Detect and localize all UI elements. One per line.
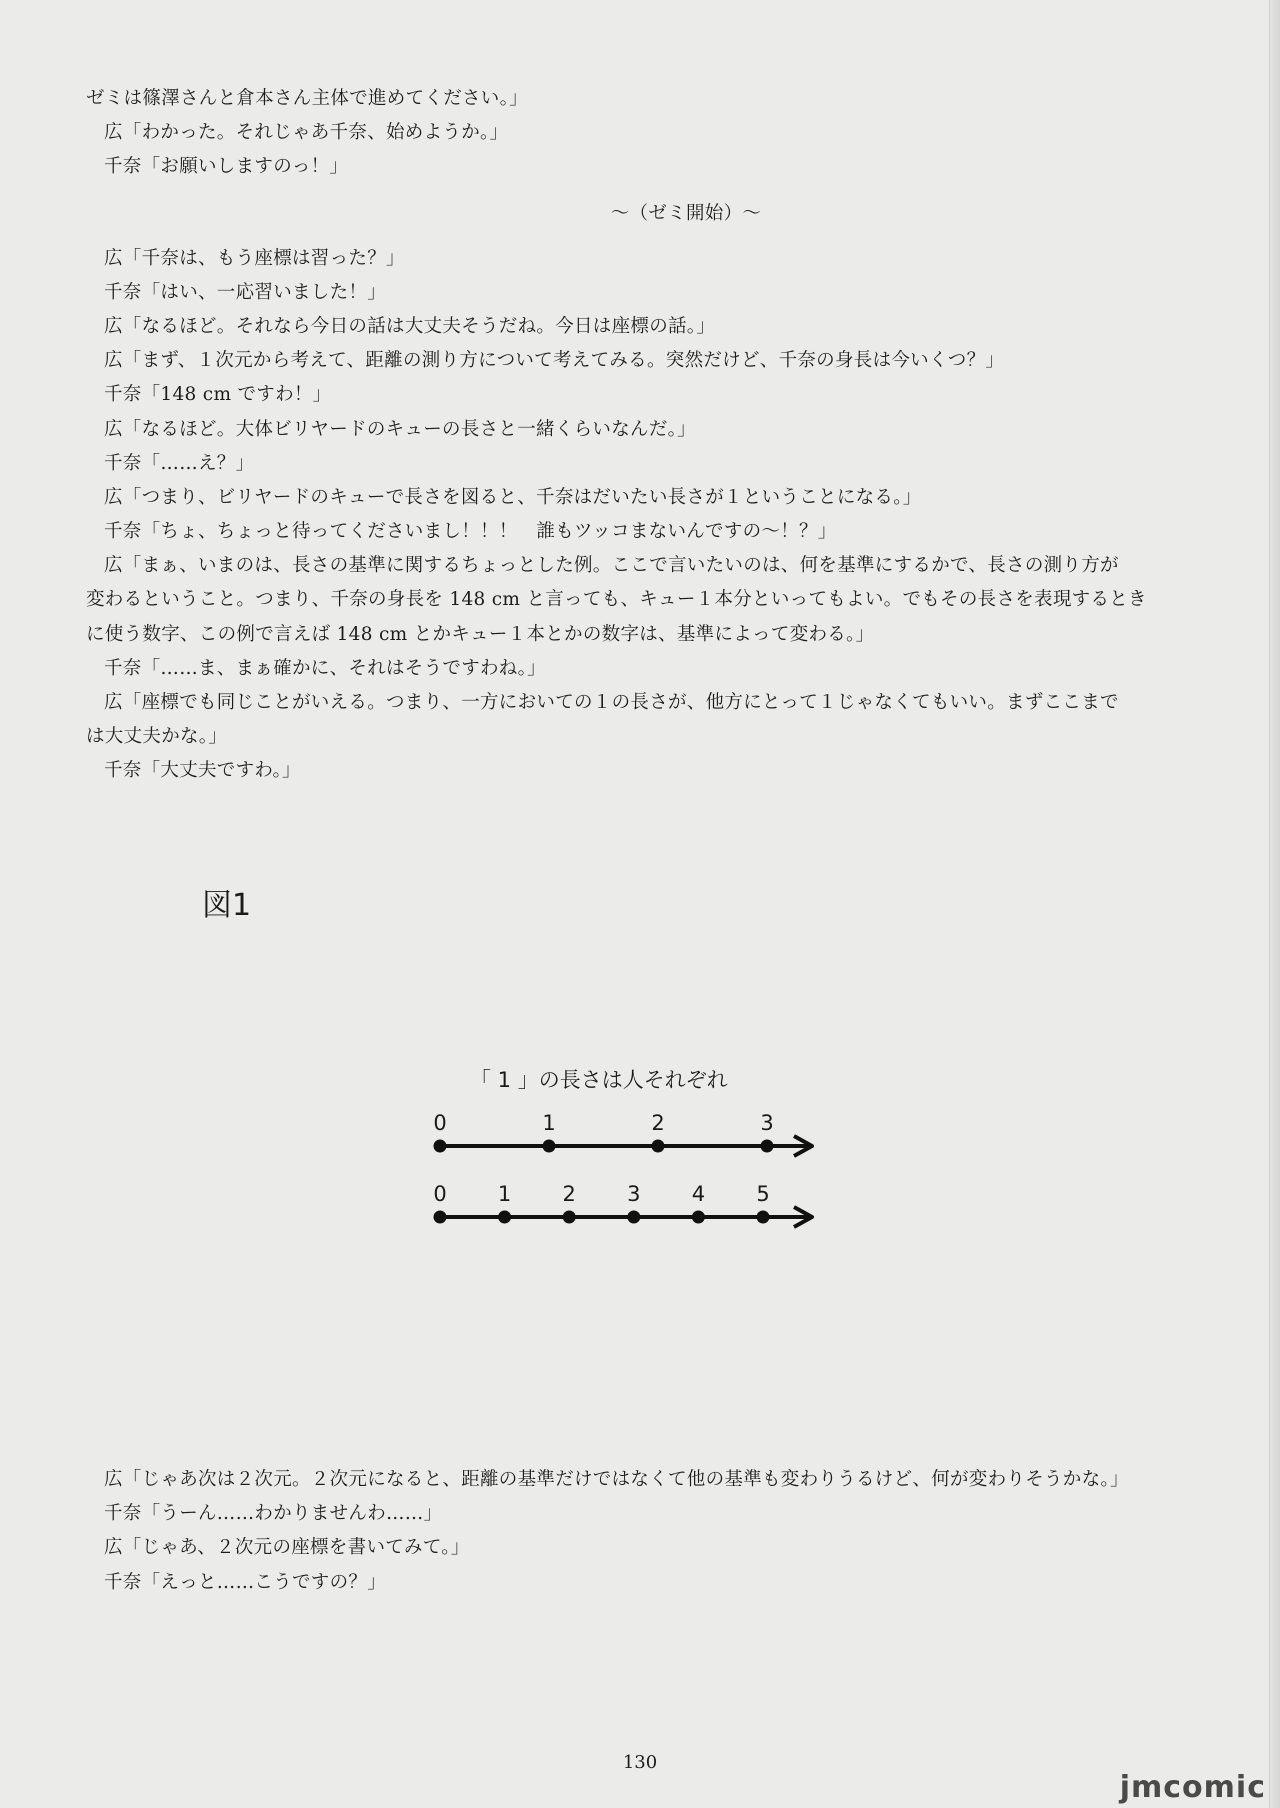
dialogue-top <box>86 82 1196 789</box>
dialogue-line: 千奈「ちょ、ちょっと待ってくださいまし！！！ 誰もツッコまないんですの〜！？」 <box>104 521 837 543</box>
page-edge <box>1269 0 1280 1808</box>
dialogue-line: 広「座標でも同じことがいえる。つまり、一方においての１の長さが、他方にとって１じゃなくてもいい。まずここまで <box>104 692 1119 713</box>
tick-dot <box>434 1211 447 1224</box>
number-line-2 <box>433 1182 812 1227</box>
tick-dot <box>434 1140 447 1153</box>
tick-dot <box>692 1211 705 1224</box>
dialogue-line: 千奈「148 cm ですわ！」 <box>104 384 332 406</box>
dialogue-line: 広「なるほど。それなら今日の話は大丈夫そうだね。今日は座標の話。」 <box>104 315 716 337</box>
tick-label: 4 <box>691 1182 706 1206</box>
tick-label: 3 <box>627 1182 641 1206</box>
tick-dot <box>498 1211 511 1224</box>
tick-dot <box>652 1140 665 1153</box>
dialogue-line: 広「じゃあ、２次元の座標を書いてみて。」 <box>104 1537 470 1559</box>
figure-caption: 「 1 」の長さは人それぞれ <box>470 1068 728 1092</box>
dialogue-line: ゼミは篠澤さんと倉本さん主体で進めてください。」 <box>86 88 528 109</box>
tick-label: 0 <box>433 1111 447 1135</box>
dialogue-line: 千奈「うーん……わかりませんわ……」 <box>104 1503 443 1525</box>
number-line-figure <box>420 1055 840 1235</box>
tick-dot <box>757 1211 770 1224</box>
dialogue-line: 千奈「お願いしますのっ！」 <box>104 156 349 178</box>
tick-dot <box>563 1211 576 1224</box>
dialogue-line: 広「まず、１次元から考えて、距離の測り方について考えてみる。突然だけど、千奈の身長は今いくつ？」 <box>104 350 1005 372</box>
dialogue-line: 千奈「……え？」 <box>104 452 255 474</box>
dialogue-line: 広「つまり、ビリヤードのキューで長さを図ると、千奈はだいたい長さが１ということになる。」 <box>104 486 922 508</box>
tick-label: 3 <box>760 1111 774 1135</box>
tick-label: 1 <box>497 1182 512 1206</box>
number-line-1 <box>433 1111 812 1156</box>
section-break: 〜（ゼミ開始）〜 <box>610 202 762 224</box>
dialogue-line: 広「わかった。それじゃあ千奈、始めようか。」 <box>104 122 509 144</box>
dialogue-line: 広「まぁ、いまのは、長さの基準に関するちょっとした例。ここで言いたいのは、何を基準にするかで、長さの測り方が <box>104 555 1119 577</box>
dialogue-line-continued: 変わるということ。つまり、千奈の身長を 148 cm と言っても、キュー１本分といってもよい。でもその長さを表現するとき <box>86 589 1147 611</box>
tick-label: 2 <box>562 1182 576 1206</box>
dialogue-line: 千奈「……ま、まぁ確かに、それはそうですわね。」 <box>104 657 546 679</box>
dialogue-line: 広「なるほど。大体ビリヤードのキューの長さと一緒くらいなんだ。」 <box>104 418 696 440</box>
dialogue-line-continued: に使う数字、この例で言えば 148 cm とかキュー１本とかの数字は、基準によって変わる。」 <box>86 623 875 645</box>
dialogue-line: 広「じゃあ次は２次元。２次元になると、距離の基準だけではなくて他の基準も変わりうるけど、何が変わりそうかな。」 <box>104 1469 1129 1490</box>
tick-dot <box>761 1140 774 1153</box>
dialogue-line: 千奈「大丈夫ですわ。」 <box>104 760 301 782</box>
dialogue-line: 千奈「はい、一応習いました！」 <box>104 281 387 303</box>
figure-label: 図1 <box>202 888 252 923</box>
dialogue-line: 広「千奈は、もう座標は習った？」 <box>104 247 405 269</box>
tick-label: 5 <box>756 1182 770 1206</box>
page-number: 130 <box>622 1752 658 1773</box>
tick-dot <box>543 1140 556 1153</box>
tick-label: 1 <box>542 1111 556 1135</box>
tick-label: 2 <box>651 1111 665 1135</box>
dialogue-line: 千奈「えっと……こうですの？」 <box>104 1571 387 1593</box>
dialogue-bottom <box>86 1463 1196 1600</box>
dialogue-line-continued: は大丈夫かな。」 <box>86 726 228 748</box>
tick-label: 0 <box>433 1182 447 1206</box>
tick-dot <box>627 1211 640 1224</box>
watermark: jmcomic <box>1119 1770 1266 1805</box>
